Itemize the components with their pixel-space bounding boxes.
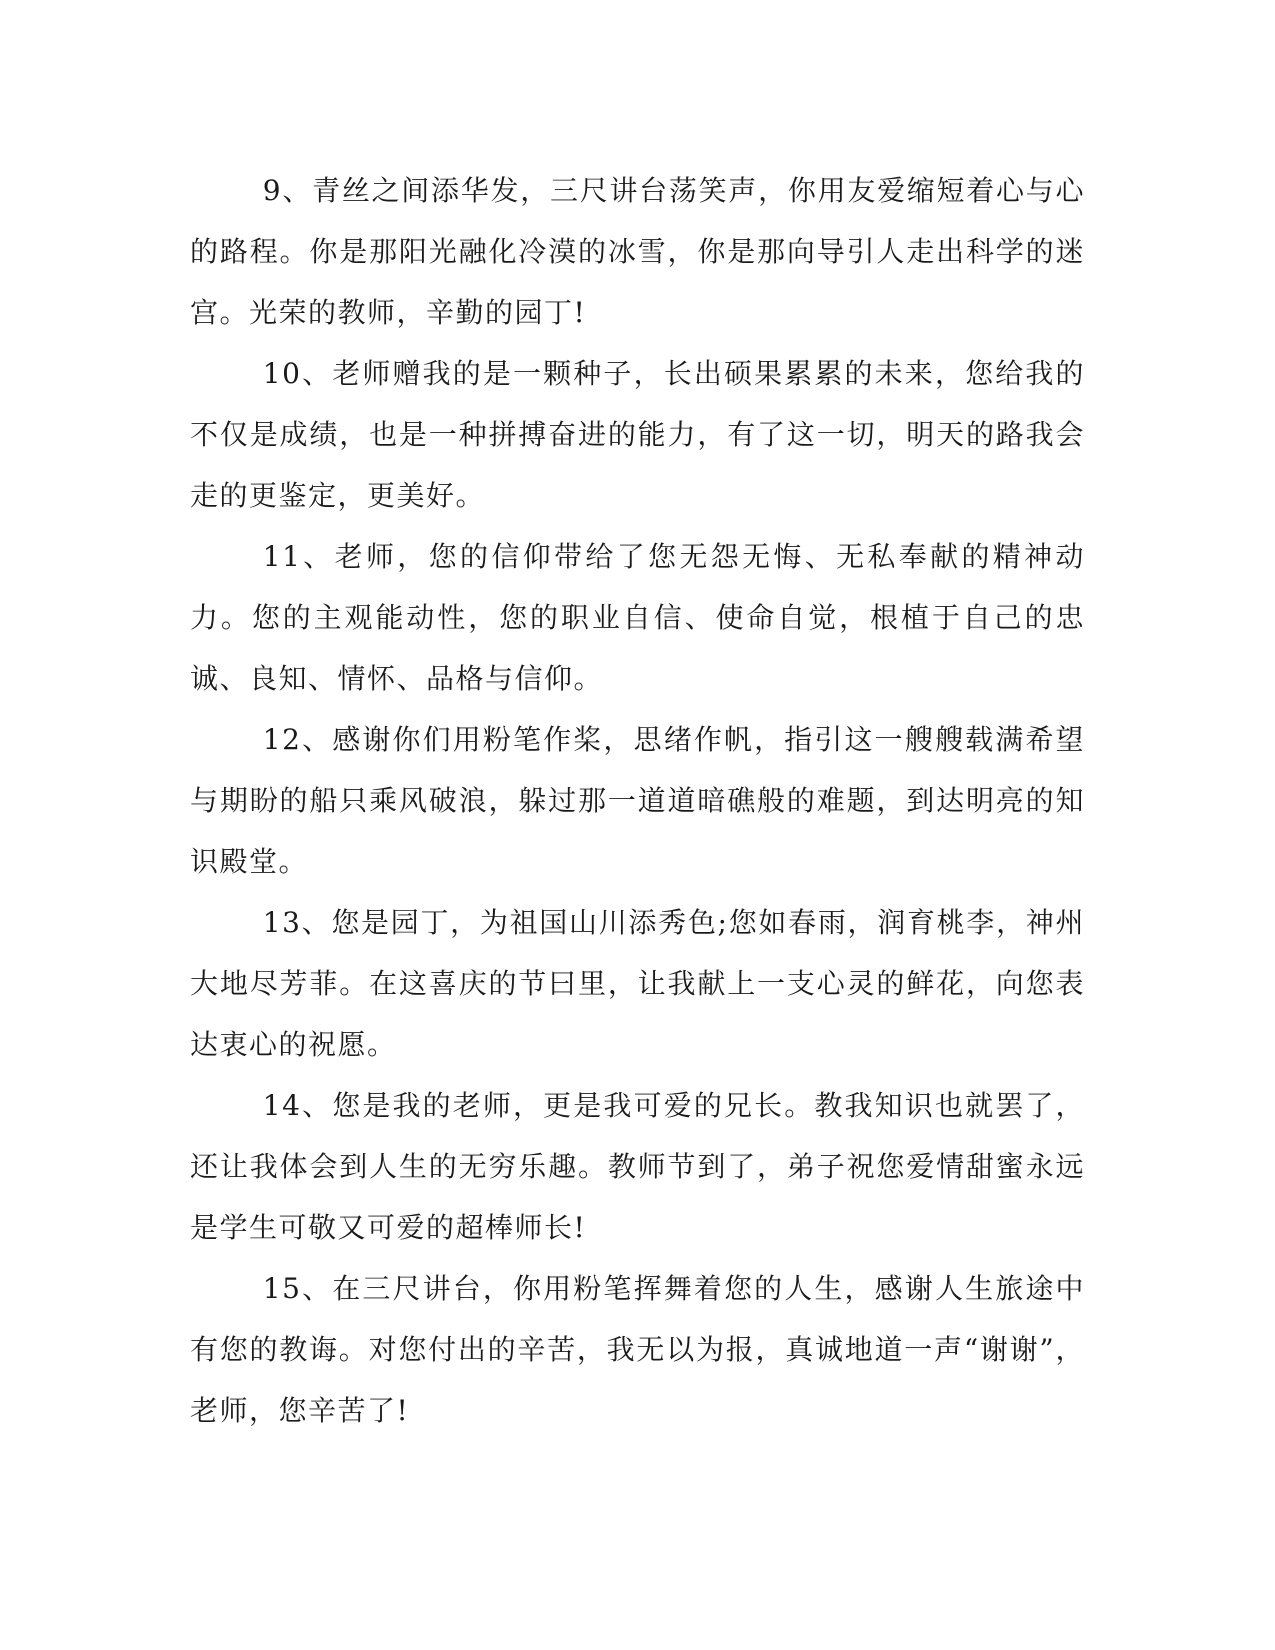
paragraph-10: 10、老师赠我的是一颗种子，长出硕果累累的未来，您给我的不仅是成绩，也是一种拼搏奋进的能力，有了这一切，明天的路我会走的更鉴定，更美好。: [190, 357, 1085, 512]
paragraph-14: 14、您是我的老师，更是我可爱的兄长。教我知识也就罢了，还让我体会到人生的无穷乐趣。教师节到了，弟子祝您爱情甜蜜永远是学生可敬又可爱的超棒师长!: [190, 1089, 1085, 1244]
paragraph-13: 13、您是园丁，为祖国山川添秀色;您如春雨，润育桃李，神州大地尽芳菲。在这喜庆的节曰里，让我献上一支心灵的鲜花，向您表达衷心的祝愿。: [190, 906, 1085, 1061]
document-body: [190, 160, 1085, 1441]
paragraph-9: 9、青丝之间添华发，三尺讲台荡笑声，你用友爱缩短着心与心的路程。你是那阳光融化冷漠的冰雪，你是那向导引人走出科学的迷宫。光荣的教师，辛勤的园丁!: [190, 174, 1085, 329]
paragraph-15: 15、在三尺讲台，你用粉笔挥舞着您的人生，感谢人生旅途中有您的教诲。对您付出的辛苦，我无以为报，真诚地道一声“谢谢”，老师，您辛苦了!: [190, 1272, 1085, 1427]
paragraph-11: 11、老师，您的信仰带给了您无怨无悔、无私奉献的精神动力。您的主观能动性，您的职业自信、使命自觉，根植于自己的忠诚、良知、情怀、品格与信仰。: [190, 540, 1085, 695]
paragraph-12: 12、感谢你们用粉笔作桨，思绪作帆，指引这一艘艘载满希望与期盼的船只乘风破浪，躲过那一道道暗礁般的难题，到达明亮的知识殿堂。: [190, 723, 1085, 878]
